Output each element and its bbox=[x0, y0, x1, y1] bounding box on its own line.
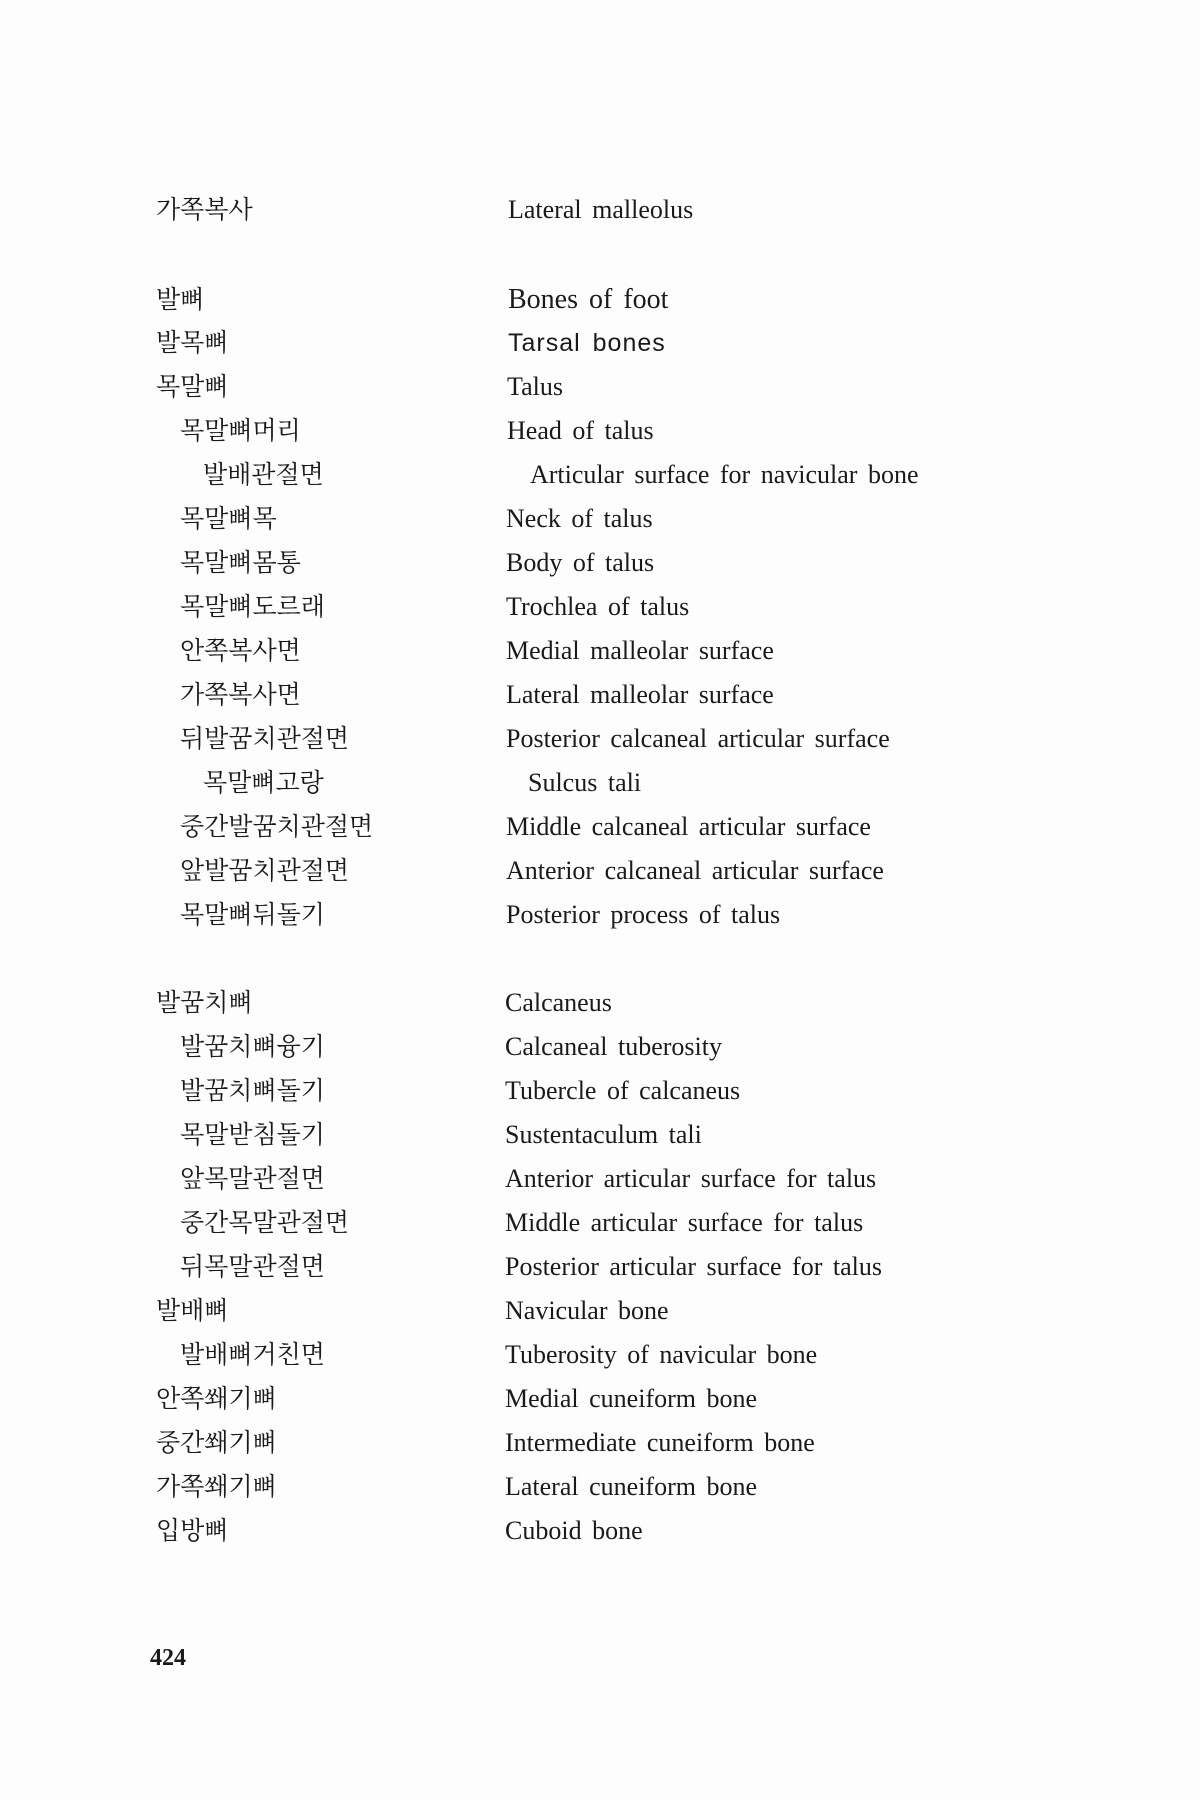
english-term: Middle calcaneal articular surface bbox=[506, 812, 871, 841]
korean-term: 목말뼈도르래 bbox=[180, 592, 325, 621]
korean-term: 목말받침돌기 bbox=[180, 1120, 325, 1149]
english-term: Medial malleolar surface bbox=[506, 636, 774, 665]
english-term: Talus bbox=[507, 372, 563, 401]
korean-term: 중간목말관절면 bbox=[180, 1208, 350, 1237]
korean-term: 발꿈치뼈돌기 bbox=[180, 1076, 325, 1105]
english-term: Head of talus bbox=[507, 416, 654, 445]
korean-term: 앞발꿈치관절면 bbox=[180, 856, 350, 885]
page-number: 424 bbox=[150, 1645, 186, 1671]
korean-term: 목말뼈목 bbox=[180, 504, 277, 533]
english-term: Body of talus bbox=[506, 548, 655, 577]
english-term: Anterior calcaneal articular surface bbox=[506, 856, 884, 885]
english-term: Cuboid bone bbox=[505, 1516, 643, 1545]
korean-term: 안쪽복사면 bbox=[180, 636, 301, 665]
english-term: Sustentaculum tali bbox=[505, 1120, 702, 1149]
korean-term: 목말뼈뒤돌기 bbox=[180, 900, 325, 929]
english-term: Lateral cuneiform bone bbox=[505, 1472, 757, 1501]
english-term: Posterior process of talus bbox=[506, 900, 781, 929]
korean-term: 안쪽쐐기뼈 bbox=[156, 1384, 277, 1413]
english-term: Middle articular surface for talus bbox=[505, 1208, 864, 1237]
korean-term: 입방뼈 bbox=[156, 1516, 229, 1545]
korean-term: 목말뼈머리 bbox=[180, 416, 301, 445]
english-term: Posterior articular surface for talus bbox=[505, 1252, 882, 1281]
english-term: Articular surface for navicular bone bbox=[530, 460, 919, 489]
korean-term: 발뼈 bbox=[156, 285, 205, 314]
english-term: Calcaneal tuberosity bbox=[505, 1032, 722, 1061]
korean-term: 중간발꿈치관절면 bbox=[180, 812, 374, 841]
korean-term: 가쪽쐐기뼈 bbox=[156, 1472, 277, 1501]
english-term: Navicular bone bbox=[505, 1296, 669, 1325]
korean-term: 뒤발꿈치관절면 bbox=[180, 724, 350, 753]
korean-term: 발배관절면 bbox=[203, 460, 324, 489]
english-term: Bones of foot bbox=[508, 284, 669, 315]
english-term: Neck of talus bbox=[506, 504, 653, 533]
english-term: Tarsal bones bbox=[508, 329, 666, 357]
korean-term: 중간쐐기뼈 bbox=[156, 1428, 277, 1457]
english-term: Lateral malleolus bbox=[508, 195, 694, 224]
korean-term: 가쪽복사면 bbox=[180, 680, 301, 709]
korean-term: 발목뼈 bbox=[156, 328, 229, 357]
english-term: Posterior calcaneal articular surface bbox=[506, 724, 890, 753]
korean-term: 발꿈치뼈 bbox=[156, 988, 253, 1017]
english-term: Trochlea of talus bbox=[506, 592, 690, 621]
korean-term: 목말뼈 bbox=[156, 372, 229, 401]
korean-term: 앞목말관절면 bbox=[180, 1164, 325, 1193]
korean-term: 발배뼈 bbox=[156, 1296, 229, 1325]
korean-term: 뒤목말관절면 bbox=[180, 1252, 325, 1281]
english-term: Anterior articular surface for talus bbox=[505, 1164, 877, 1193]
english-term: Calcaneus bbox=[505, 988, 612, 1017]
english-term: Sulcus tali bbox=[528, 768, 642, 797]
english-term: Medial cuneiform bone bbox=[505, 1384, 758, 1413]
english-term: Intermediate cuneiform bone bbox=[505, 1428, 815, 1457]
korean-term: 목말뼈몸통 bbox=[180, 548, 301, 577]
korean-term: 발배뼈거친면 bbox=[180, 1340, 325, 1369]
english-term: Tubercle of calcaneus bbox=[505, 1076, 741, 1105]
korean-term: 가쪽복사 bbox=[156, 195, 253, 224]
korean-term: 발꿈치뼈융기 bbox=[180, 1032, 325, 1061]
korean-term: 목말뼈고랑 bbox=[203, 768, 324, 797]
english-term: Tuberosity of navicular bone bbox=[505, 1340, 818, 1369]
english-term: Lateral malleolar surface bbox=[506, 680, 774, 709]
